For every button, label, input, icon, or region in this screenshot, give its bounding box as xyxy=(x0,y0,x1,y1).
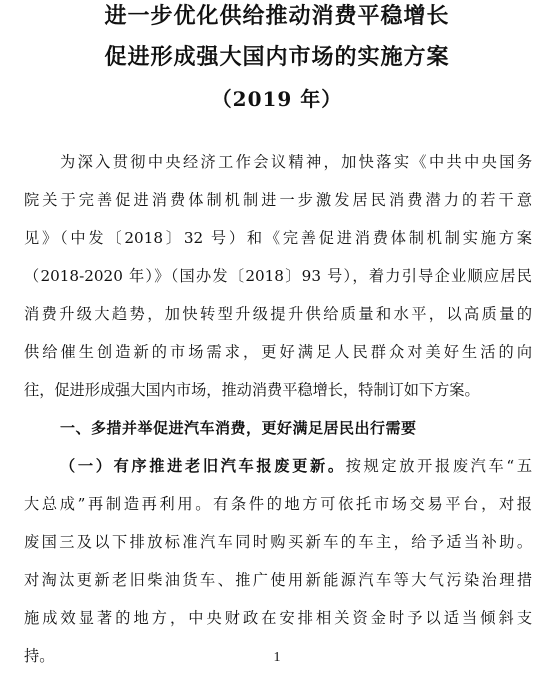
subsection-paragraph-line: 大总成”再制造再利用。有条件的地方可依托市场交易平台，对报 xyxy=(24,495,532,513)
intro-paragraph-line: 消费升级大趋势，加快转型升级提升供给质量和水平，以高质量的 xyxy=(24,305,532,323)
subsection-paragraph-line: 废国三及以下排放标准汽车同时购买新车的车主，给予适当补助。 xyxy=(24,533,532,551)
subsection-text: 按规定放开报废汽车“五 xyxy=(345,457,533,475)
subsection-paragraph-line: 施成效显著的地方，中央财政在安排相关资金时予以适当倾斜支 xyxy=(24,609,532,627)
section-heading: 一、多措并举促进汽车消费，更好满足居民出行需要 xyxy=(60,419,417,437)
intro-paragraph-line: 见》（中发〔2018〕32 号）和《完善促进消费体制机制实施方案 xyxy=(24,229,532,247)
subsection-paragraph-line: 对淘汰更新老旧柴油货车、推广使用新能源汽车等大气污染治理措 xyxy=(24,571,532,589)
intro-paragraph-line: 往，促进形成强大国内市场，推动消费平稳增长，特制订如下方案。 xyxy=(24,381,480,399)
subsection-title: （一）有序推进老旧汽车报废更新。 xyxy=(60,457,346,475)
intro-paragraph-line: 院关于完善促进消费体制机制进一步激发居民消费潜力的若干意 xyxy=(24,191,532,209)
intro-paragraph-line: 为深入贯彻中央经济工作会议精神，加快落实《中共中央国务 xyxy=(60,153,532,171)
document-title-line-1: 进一步优化供给推动消费平稳增长 xyxy=(104,3,450,29)
intro-paragraph-line: 供给催生创造新的市场需求，更好满足人民群众对美好生活的向 xyxy=(24,343,532,361)
subsection-paragraph-line xyxy=(60,448,532,484)
subsection-paragraph-line: 持。 xyxy=(24,647,55,665)
intro-paragraph-line: （2018-2020 年）》（国办发〔2018〕93 号），着力引导企业顺应居民 xyxy=(24,267,532,285)
document-title-line-2: 促进形成强大国内市场的实施方案 xyxy=(104,44,450,70)
document-title-year: （2019 年） xyxy=(211,87,343,111)
page-number: 1 xyxy=(273,650,281,665)
